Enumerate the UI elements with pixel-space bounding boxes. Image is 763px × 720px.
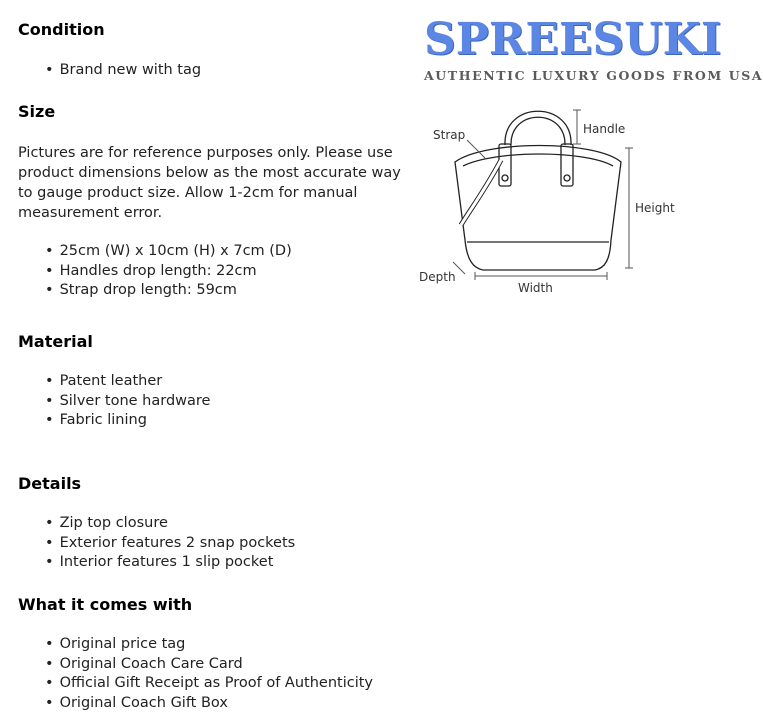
bag-dimension-diagram	[415, 100, 715, 300]
list-item: • Exterior features 2 snap pockets	[45, 534, 295, 554]
height-label: Height	[635, 201, 675, 215]
list-item: • Fabric lining	[45, 411, 210, 431]
list-item: • Zip top closure	[45, 514, 295, 534]
logo-wordmark: SPREESUKI	[424, 14, 722, 65]
list-item: • 25cm (W) x 10cm (H) x 7cm (D)	[45, 242, 292, 262]
material-list	[45, 372, 210, 431]
list-item: • Handles drop length: 22cm	[45, 262, 292, 282]
width-label: Width	[518, 281, 553, 295]
size-note: Pictures are for reference purposes only. Please use product dimensions below as the most accurate way to gauge product size. Allow 1-2cm for manual measurement error.	[18, 145, 401, 221]
handle-label: Handle	[583, 122, 626, 136]
list-item: • Strap drop length: 59cm	[45, 281, 292, 301]
list-item: • Official Gift Receipt as Proof of Authenticity	[45, 674, 373, 694]
comes-with-heading: What it comes with	[18, 595, 193, 614]
size-heading: Size	[18, 102, 56, 121]
list-item: • Brand new with tag	[45, 61, 201, 81]
list-item: • Silver tone hardware	[45, 392, 210, 412]
condition-heading: Condition	[18, 20, 105, 39]
depth-label: Depth	[419, 270, 456, 284]
strap-label: Strap	[433, 128, 466, 142]
list-item: • Original Coach Gift Box	[45, 694, 373, 714]
details-list	[45, 514, 295, 573]
spreesuki-logo	[424, 10, 763, 83]
list-item: • Patent leather	[45, 372, 210, 392]
comes-with-list	[45, 635, 373, 713]
size-list	[45, 242, 292, 301]
details-heading: Details	[18, 474, 82, 493]
list-item: • Original Coach Care Card	[45, 655, 373, 675]
list-item: • Original price tag	[45, 635, 373, 655]
logo-tagline: AUTHENTIC LUXURY GOODS FROM USA	[424, 68, 763, 83]
material-heading: Material	[18, 332, 93, 351]
list-item: • Interior features 1 slip pocket	[45, 553, 295, 573]
condition-list	[45, 61, 201, 81]
